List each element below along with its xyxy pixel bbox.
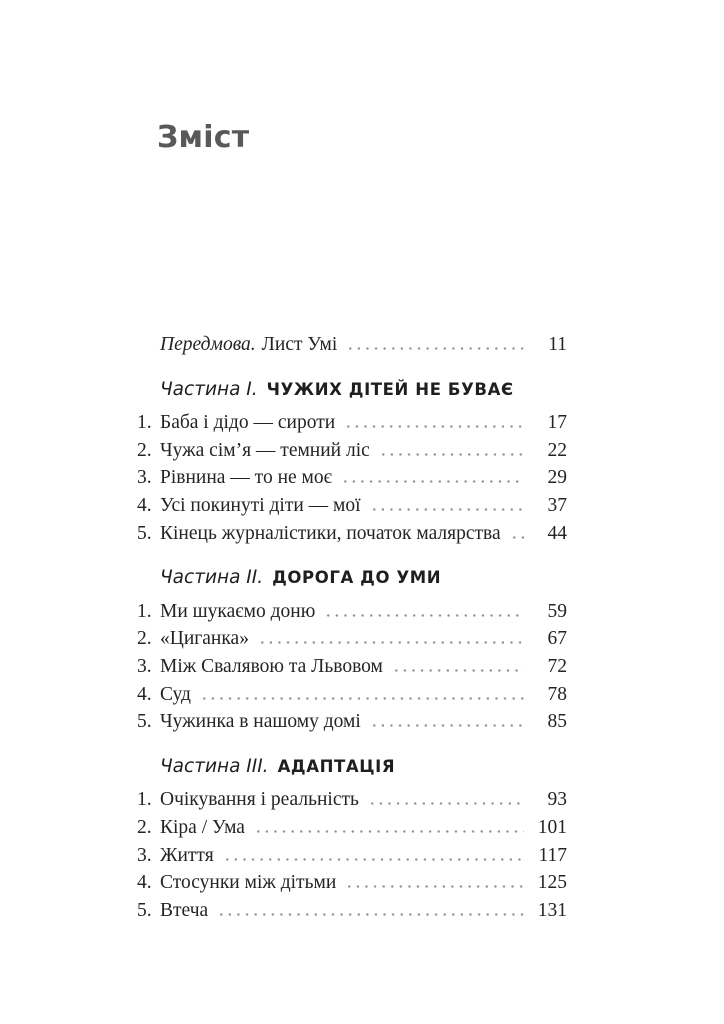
dot-leader bbox=[327, 614, 524, 617]
toc-item bbox=[137, 409, 567, 437]
dot-leader bbox=[261, 641, 524, 644]
toc-item bbox=[137, 464, 567, 492]
toc-item-number: 1. bbox=[137, 789, 152, 811]
dot-leader bbox=[373, 724, 524, 727]
toc-item-page: 131 bbox=[537, 899, 567, 921]
toc-item-number: 4. bbox=[137, 872, 152, 894]
dot-leader bbox=[348, 885, 524, 888]
toc-item-number: 3. bbox=[137, 467, 152, 489]
toc-item-number: 2. bbox=[137, 816, 152, 838]
toc-item bbox=[137, 520, 567, 548]
toc-item-page: 22 bbox=[547, 439, 567, 461]
toc-item-title: Втеча bbox=[160, 899, 209, 921]
toc-item-title: Чужа сім’я — темний ліс bbox=[160, 439, 370, 461]
toc-section-header bbox=[137, 376, 567, 404]
dot-leader bbox=[373, 508, 524, 511]
toc-item-title: Очікування і реальність bbox=[160, 789, 359, 811]
toc-part-title: ЧУЖИХ ДІТЕЙ НЕ БУВАЄ bbox=[266, 379, 514, 399]
dot-leader bbox=[513, 536, 524, 539]
dot-leader bbox=[371, 802, 524, 805]
page-title: Зміст bbox=[157, 120, 250, 156]
dot-leader bbox=[226, 858, 524, 861]
toc-item bbox=[137, 708, 567, 736]
toc-item bbox=[137, 437, 567, 465]
toc-item-number: 3. bbox=[137, 844, 152, 866]
toc-part-name: Частина III. bbox=[160, 755, 269, 777]
toc-section-header bbox=[137, 564, 567, 592]
toc-item-page: 29 bbox=[547, 467, 567, 489]
toc-item-title: Усі покинуті діти — мої bbox=[160, 494, 361, 516]
toc-item-page: 117 bbox=[538, 844, 567, 866]
toc-item-title: Кіра / Ума bbox=[160, 816, 245, 838]
toc-item-title: Чужинка в нашому домі bbox=[160, 711, 361, 733]
toc-item bbox=[137, 492, 567, 520]
toc-item-title: Рівнина — то не моє bbox=[160, 467, 332, 489]
toc-item bbox=[137, 653, 567, 681]
dot-leader bbox=[344, 480, 524, 483]
toc-item-title: Суд bbox=[160, 683, 191, 705]
toc-item-page: 37 bbox=[547, 494, 567, 516]
toc-item bbox=[137, 681, 567, 709]
toc-item-page: 72 bbox=[547, 655, 567, 677]
toc-item bbox=[137, 869, 567, 897]
toc-part-title: АДАПТАЦІЯ bbox=[277, 756, 396, 776]
toc-item-number: 3. bbox=[137, 655, 152, 677]
toc-part-name: Частина II. bbox=[160, 567, 264, 589]
toc-item-title: Кінець журналістики, початок малярства bbox=[160, 522, 501, 544]
toc-item bbox=[137, 814, 567, 842]
dot-leader bbox=[347, 425, 524, 428]
toc-item-page: 59 bbox=[547, 600, 567, 622]
toc-item-page: 78 bbox=[547, 683, 567, 705]
toc-item bbox=[137, 625, 567, 653]
toc-item-page: 44 bbox=[547, 522, 567, 544]
toc-part-name: Частина I. bbox=[160, 378, 258, 400]
toc-item-number: 2. bbox=[137, 628, 152, 650]
toc-item-page: 125 bbox=[537, 872, 567, 894]
toc-item-number: 4. bbox=[137, 683, 152, 705]
toc-item bbox=[137, 842, 567, 870]
toc-item-number: 4. bbox=[137, 494, 152, 516]
toc-item-page: 101 bbox=[537, 816, 567, 838]
toc-item-title: Життя bbox=[160, 844, 214, 866]
toc-preface-label-italic: Передмова. bbox=[160, 334, 256, 355]
toc-item-number: 1. bbox=[137, 600, 152, 622]
toc-item-title: Баба і дідо — сироти bbox=[160, 412, 336, 434]
dot-leader bbox=[220, 913, 524, 916]
toc-item-number: 5. bbox=[137, 522, 152, 544]
toc-item-title: Ми шукаємо доню bbox=[160, 600, 316, 622]
toc-preface-title bbox=[160, 331, 337, 359]
dot-leader bbox=[349, 347, 524, 350]
table-of-contents bbox=[137, 331, 567, 924]
toc-item-page: 85 bbox=[547, 711, 567, 733]
toc-item-page: 67 bbox=[547, 628, 567, 650]
toc-item-number: 2. bbox=[137, 439, 152, 461]
dot-leader bbox=[257, 830, 524, 833]
toc-item-page: 17 bbox=[547, 412, 567, 434]
toc-section-header bbox=[137, 753, 567, 781]
toc-item-page: 93 bbox=[547, 789, 567, 811]
toc-item-title: Стосунки між дітьми bbox=[160, 872, 337, 894]
toc-item-number: 5. bbox=[137, 899, 152, 921]
dot-leader bbox=[382, 453, 524, 456]
toc-part-title: ДОРОГА ДО УМИ bbox=[272, 568, 442, 588]
toc-item bbox=[137, 786, 567, 814]
toc-preface-page: 11 bbox=[548, 334, 567, 355]
dot-leader bbox=[203, 697, 524, 700]
toc-item-title: Між Свалявою та Львовом bbox=[160, 655, 383, 677]
toc-item bbox=[137, 897, 567, 925]
toc-item-number: 1. bbox=[137, 412, 152, 434]
toc-preface-label: Лист Умі bbox=[261, 334, 338, 355]
dot-leader bbox=[395, 669, 524, 672]
toc-item bbox=[137, 598, 567, 626]
toc-item-title: «Циганка» bbox=[160, 628, 249, 650]
toc-preface-row bbox=[137, 331, 567, 359]
toc-item-number: 5. bbox=[137, 711, 152, 733]
